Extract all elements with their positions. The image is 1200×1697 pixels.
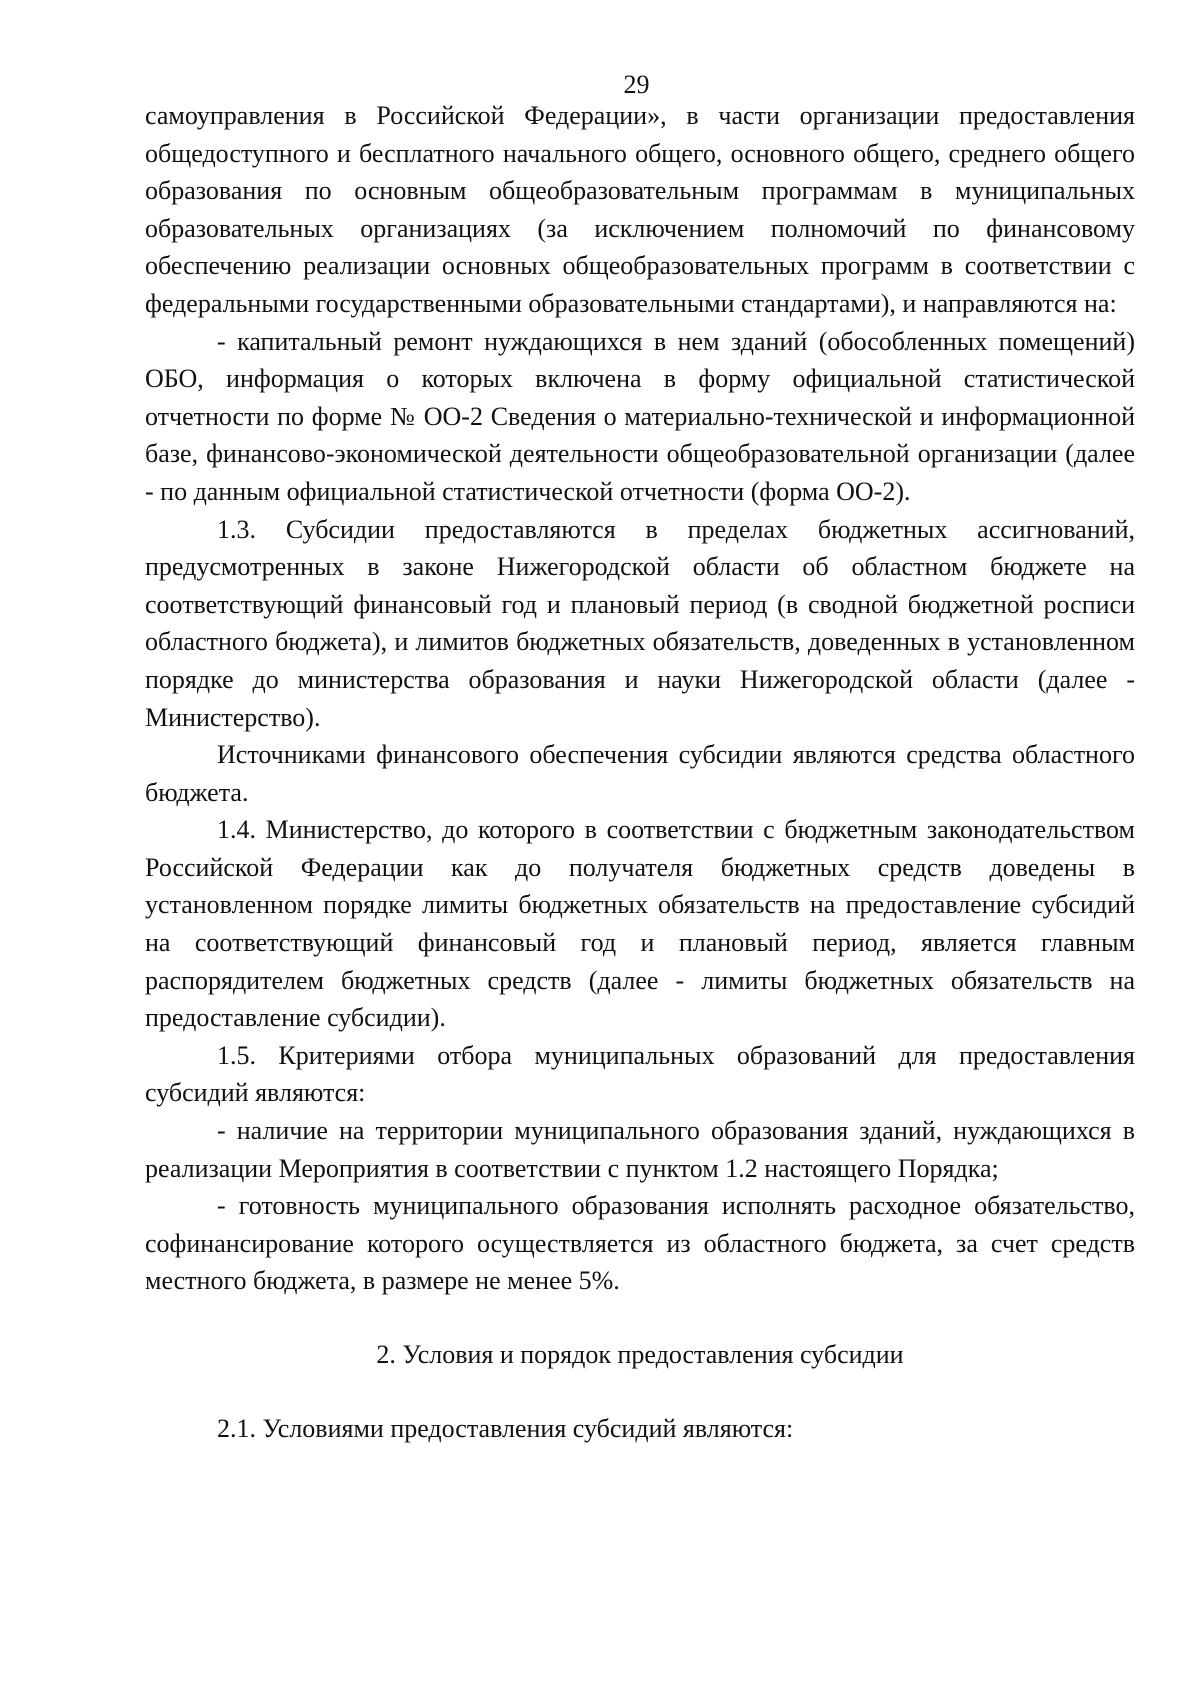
paragraph-continuation: самоуправления в Российской Федерации», в части организации предоставления общедоступного и бесплатного начального общего, основного общего, среднего общего образования по основным общеобразовательным программам в муниципальных образовательных организациях (за исключением полномочий по финансовому обеспечению реализации основных общеобразовательных программ в соответствии с федеральными государственными образовательными стандартами), и направляются на:: [145, 101, 1135, 318]
paragraph-list-item-capital-repair: - капитальный ремонт нуждающихся в нем зданий (обособленных помещений) ОБО, информация о которых включена в форму официальной статистической отчетности по форме № ОО-2 Сведения о материально-технической и информационной базе, финансово-экономической деятельности общеобразовательной организации (далее - по данным официальной статистической отчетности (форма ОО-2).: [145, 326, 1135, 506]
page-number: 29: [623, 70, 650, 99]
paragraph-1-3: 1.3. Субсидии предоставляются в пределах бюджетных ассигнований, предусмотренных в законе Нижегородской области об областном бюджете на соответствующий финансовый год и плановый период (в сводной бюджетной росписи областного бюджета), и лимитов бюджетных обязательств, доведенных в установленном порядке до министерства образования и науки Нижегородской области (далее - Министерство).: [145, 514, 1135, 732]
document-body: [145, 97, 1135, 1447]
section-heading: 2. Условия и порядок предоставления субсидии: [376, 1340, 904, 1369]
paragraph-1-5: 1.5. Критериями отбора муниципальных образований для предоставления субсидий являются:: [145, 1040, 1135, 1108]
paragraph-criterion-buildings: - наличие на территории муниципального образования зданий, нуждающихся в реализации Мероприятия в соответствии с пунктом 1.2 настоящего Порядка;: [145, 1116, 1135, 1183]
paragraph-criterion-readiness: - готовность муниципального образования исполнять расходное обязательство, софинансирование которого осуществляется из областного бюджета, за счет средств местного бюджета, в размере не менее 5%.: [145, 1191, 1135, 1296]
paragraph-2-1: 2.1. Условиями предоставления субсидий являются:: [217, 1413, 794, 1443]
paragraph-1-4: 1.4. Министерство, до которого в соответствии с бюджетным законодательством Российской Федерации как до получателя бюджетных средств доведены в установленном порядке лимиты бюджетных обязательств на предоставление субсидий на соответствующий финансовый год и плановый период, является главным распорядителем бюджетных средств (далее - лимиты бюджетных обязательств на предоставление субсидии).: [145, 815, 1135, 1033]
paragraph-funding-sources: Источниками финансового обеспечения субсидии являются средства областного бюджета.: [145, 740, 1135, 807]
